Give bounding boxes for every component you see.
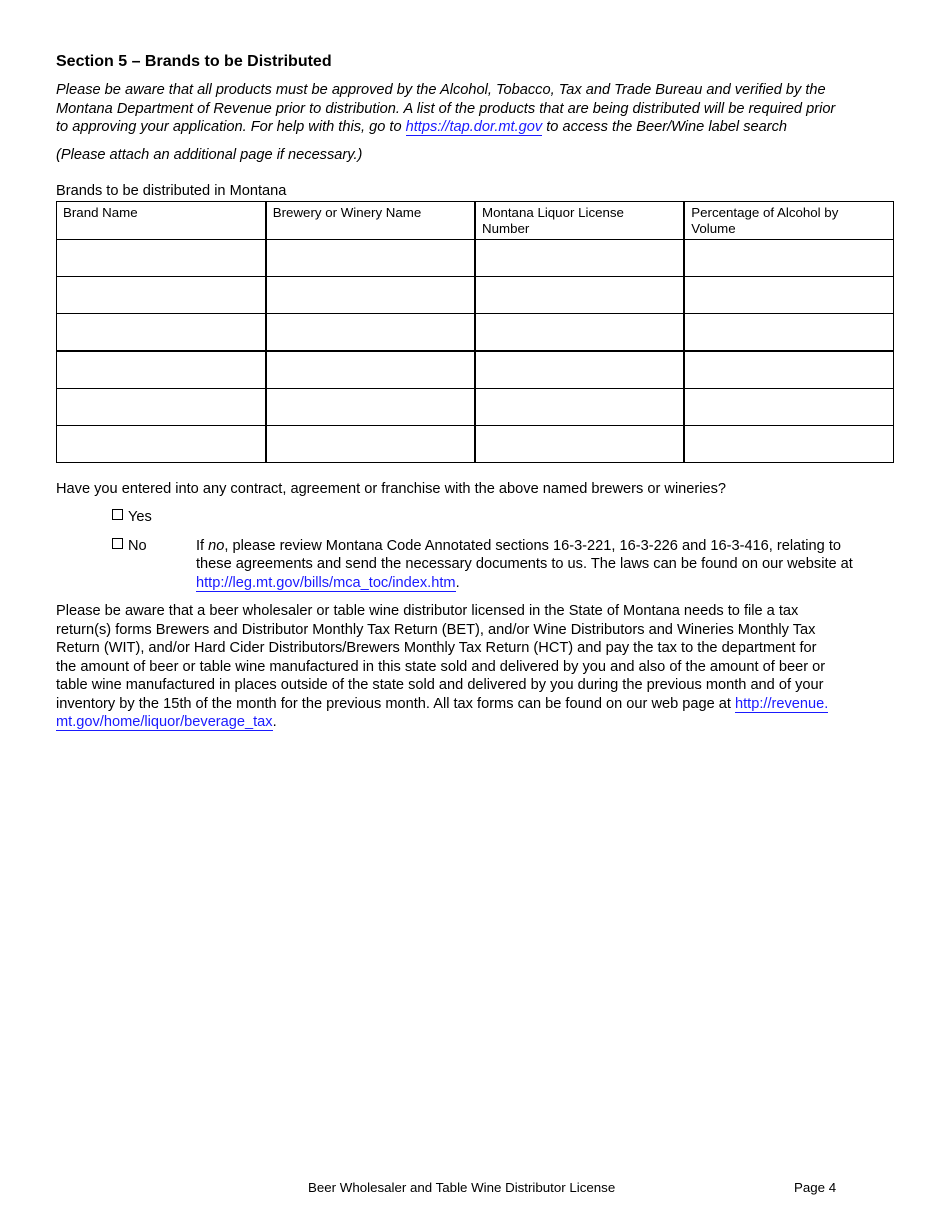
beverage-tax-link-part2[interactable]: mt.gov/home/liquor/beverage_tax <box>56 714 273 730</box>
yes-option[interactable] <box>112 508 896 527</box>
brand-name-cell[interactable] <box>57 389 266 426</box>
alcohol-percentage-cell[interactable] <box>684 240 893 277</box>
brands-table <box>56 201 894 463</box>
tax-note-line-7 <box>56 713 896 732</box>
no-checkbox[interactable] <box>112 538 123 549</box>
license-number-cell[interactable] <box>475 426 684 463</box>
table-row <box>57 240 894 277</box>
brewery-name-cell[interactable] <box>266 314 475 352</box>
tax-note-line-5: table wine manufactured in places outside of the state sold and delivered by you during the previous month and of your <box>56 677 824 693</box>
license-number-cell[interactable] <box>475 351 684 389</box>
no-instructions <box>196 537 900 593</box>
page-number: Page 4 <box>794 1180 837 1195</box>
tax-return-note <box>56 602 896 732</box>
no-instructions-line-1-text: , please review Montana Code Annotated sections 16-3-221, 16-3-226 and 16-3-416, relating to <box>224 537 841 554</box>
brewery-name-cell[interactable] <box>266 277 475 314</box>
table-caption: Brands to be distributed in Montana <box>56 183 287 199</box>
mca-link[interactable]: http://leg.mt.gov/bills/mca_toc/index.htm <box>196 574 456 591</box>
brewery-name-cell[interactable] <box>266 389 475 426</box>
section-title: Section 5 – Brands to be Distributed <box>56 53 332 70</box>
header-brand-name: Brand Name <box>57 202 266 240</box>
no-instructions-line-3 <box>196 574 900 593</box>
table-header-row <box>57 202 894 240</box>
mca-link-period: . <box>455 574 460 591</box>
header-brewery-winery-name: Brewery or Winery Name <box>266 202 475 240</box>
tax-note-line-3: Return (WIT), and/or Hard Cider Distributors/Brewers Monthly Tax Return (HCT) and pay the tax to the department for <box>56 640 817 656</box>
tax-note-line-4: the amount of beer or table wine manufactured in this state sold and delivered by you and also of the amount of beer or <box>56 658 826 675</box>
brewery-name-cell[interactable] <box>266 426 475 463</box>
footer-title: Beer Wholesaler and Table Wine Distributor License <box>308 1180 616 1195</box>
table-row <box>57 314 894 352</box>
brand-name-cell[interactable] <box>57 277 266 314</box>
brand-name-cell[interactable] <box>57 240 266 277</box>
alcohol-percentage-cell[interactable] <box>684 314 893 352</box>
brand-name-cell[interactable] <box>57 426 266 463</box>
tax-note-line-6-text: inventory by the 15th of the month for the previous month. All tax forms can be found on our web page at <box>56 695 736 712</box>
header-alcohol-percentage <box>684 202 893 240</box>
no-option <box>112 537 896 591</box>
tax-note-line-2: return(s) forms Brewers and Distributor Monthly Tax Return (BET), and/or Wine Distributors and Wineries Monthly Tax <box>56 621 816 638</box>
intro-line-1: Please be aware that all products must be approved by the Alcohol, Tobacco, Tax and Trade Bureau and verified by the <box>56 82 826 98</box>
form-page <box>56 52 896 732</box>
tax-note-period: . <box>272 714 277 730</box>
no-instructions-pre: If <box>196 537 209 554</box>
no-instructions-line-1 <box>196 537 900 556</box>
license-number-cell[interactable] <box>475 314 684 352</box>
header-alcohol-percentage-line2: Volume <box>691 221 736 236</box>
intro-paragraph <box>56 81 896 137</box>
header-license-number <box>475 202 684 240</box>
brewery-name-cell[interactable] <box>266 240 475 277</box>
table-row <box>57 389 894 426</box>
table-row <box>57 351 894 389</box>
contract-question: Have you entered into any contract, agreement or franchise with the above named brewers or wineries? <box>56 481 727 497</box>
tax-note-line-1: Please be aware that a beer wholesaler or table wine distributor licensed in the State of Montana needs to file a tax <box>56 603 799 619</box>
license-number-cell[interactable] <box>475 277 684 314</box>
intro-line-3 <box>56 118 896 137</box>
license-number-cell[interactable] <box>475 389 684 426</box>
brewery-name-cell[interactable] <box>266 351 475 389</box>
attach-note: (Please attach an additional page if necessary.) <box>56 146 363 163</box>
no-label: No <box>128 537 147 554</box>
tap-dor-link[interactable]: https://tap.dor.mt.gov <box>405 119 543 135</box>
header-license-number-line1: Montana Liquor License <box>482 205 624 220</box>
alcohol-percentage-cell[interactable] <box>684 277 893 314</box>
alcohol-percentage-cell[interactable] <box>684 426 893 463</box>
intro-line-3-end: to access the Beer/Wine label search <box>542 119 788 135</box>
yes-checkbox[interactable] <box>112 509 123 520</box>
beverage-tax-link-part1[interactable]: http://revenue. <box>735 695 829 712</box>
brand-name-cell[interactable] <box>57 351 266 389</box>
alcohol-percentage-cell[interactable] <box>684 389 893 426</box>
no-instructions-line-2: these agreements and send the necessary documents to us. The laws can be found on our website at <box>196 556 853 572</box>
tax-note-line-6 <box>56 695 896 714</box>
header-alcohol-percentage-line1: Percentage of Alcohol by <box>691 205 839 220</box>
header-license-number-line2: Number <box>482 221 530 236</box>
yes-label: Yes <box>128 509 152 525</box>
license-number-cell[interactable] <box>475 240 684 277</box>
brand-name-cell[interactable] <box>57 314 266 352</box>
intro-line-2: Montana Department of Revenue prior to distribution. A list of the products that are being distributed will be required prior <box>56 100 836 117</box>
table-row <box>57 426 894 463</box>
no-instructions-em: no <box>208 537 225 554</box>
intro-line-3-text: to approving your application. For help with this, go to <box>56 119 406 135</box>
table-row <box>57 277 894 314</box>
alcohol-percentage-cell[interactable] <box>684 351 893 389</box>
